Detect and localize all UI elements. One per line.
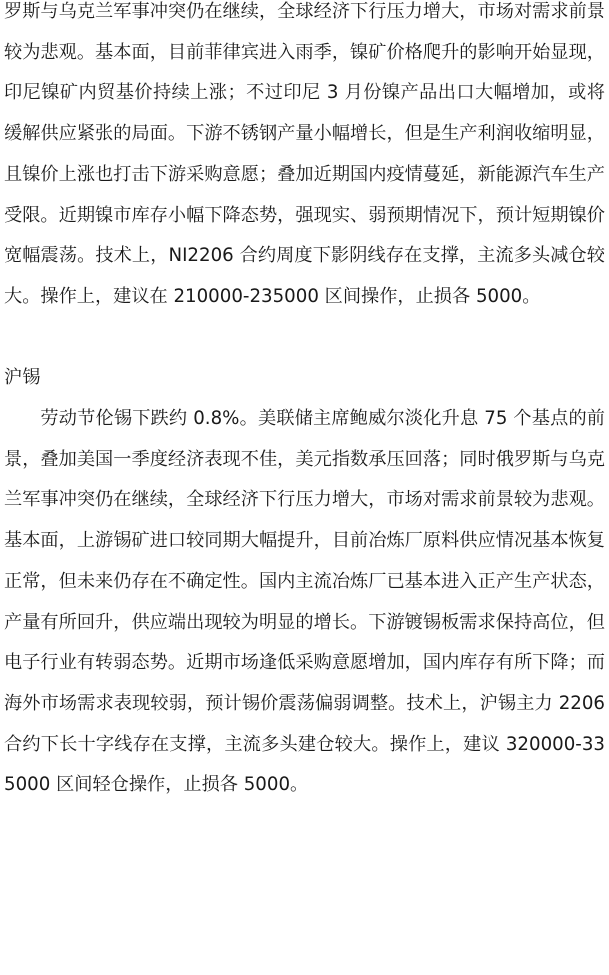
tin-section-heading: 沪锡 <box>4 367 41 389</box>
tin-analysis-paragraph: 劳动节伦锡下跌约 0.8%。美联储主席鲍威尔淡化升息 75 个基点的前景，叠加美国一季度经济表现不佳，美元指数承压回落；同时俄罗斯与乌克兰军事冲突仍在继续，全球经济下行压力增大，市场对需求前景较为悲观。基本面，上游锡矿进口较同期大幅提升，目前冶炼厂原料供应情况基本恢复正常，但未来仍存在不确定性。国内主流冶炼厂已基本进入正产生产状态，产量有所回升，供应端出现较为明显的增长。下游镀锡板需求保持高位，但电子行业有转弱态势。近期市场逢低采购意愿增加，国内库存有所下降；而海外市场需求表现较弱，预计锡价震荡偏弱调整。技术上，沪锡主力 2206 合约下长十字线存在支撑，主流多头建仓较大。操作上，建议 320000-335000 区间轻仓操作，止损各 5000。 <box>4 408 605 796</box>
nickel-analysis-paragraph: 罗斯与乌克兰军事冲突仍在继续，全球经济下行压力增大，市场对需求前景较为悲观。基本面，目前菲律宾进入雨季，镍矿价格爬升的影响开始显现，印尼镍矿内贸基价持续上涨；不过印尼 3 月份镍产品出口大幅增加，或将缓解供应紧张的局面。下游不锈钢产量小幅增长，但是生产利润收缩明显，且镍价上涨也打击下游采购意愿；叠加近期国内疫情蔓延，新能源汽车生产受限。近期镍市库存小幅下降态势，强现实、弱预期情况下，预计短期镍价宽幅震荡。技术上，NI2206 合约周度下影阴线存在支撑，主流多头减仓较大。操作上，建议在 210000-235000 区间操作，止损各 5000。 <box>4 1 605 307</box>
